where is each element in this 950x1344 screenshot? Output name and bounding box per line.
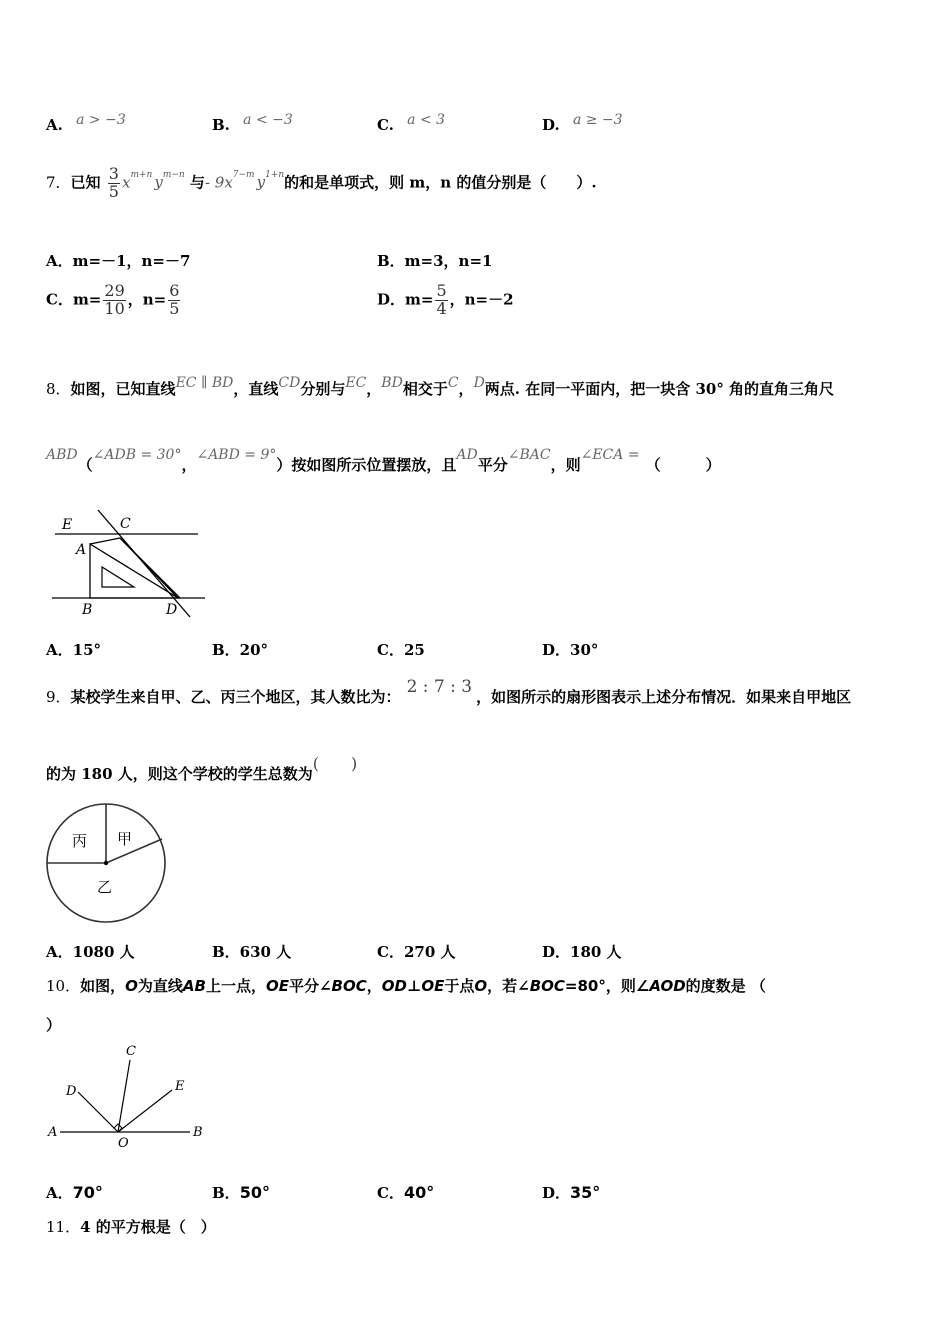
- q8-label-d: D: [166, 602, 178, 618]
- q6-option-d[interactable]: D. a ≥ −3: [542, 112, 623, 134]
- q10-label-a: A: [48, 1125, 58, 1140]
- q8-stem-line2: ABD（∠ADB = 30°，∠ABD = 9°）按如图所示位置摆放，且AD平分∠BAC，则∠ECA =（ ）: [46, 447, 721, 474]
- q10-option-a[interactable]: A．70°: [46, 1183, 103, 1202]
- q9-option-a[interactable]: A．1080 人: [46, 943, 135, 961]
- q8-figure: [40, 505, 215, 620]
- q6-option-d-value: a ≥ −3: [572, 112, 623, 128]
- q9-option-d[interactable]: D．180 人: [542, 943, 622, 961]
- q8-option-a[interactable]: A．15°: [46, 641, 102, 659]
- q9-option-b[interactable]: B．630 人: [212, 943, 292, 961]
- q10-option-c[interactable]: C．40°: [377, 1183, 435, 1202]
- q8-label-e: E: [62, 517, 73, 533]
- q8-option-d[interactable]: D．30°: [542, 641, 599, 659]
- q7-fraction: $\frac{3}{5}$: [108, 164, 119, 201]
- q10-label-c: C: [126, 1044, 136, 1059]
- q10-label-o: O: [118, 1136, 129, 1151]
- q9-label-yi: 乙: [97, 878, 113, 896]
- q7-stem: 7．已知 $\frac{3}{5}$ $x^{m+n}$ $y^{m-n}$ 与- $9x^{7-m}$ $y^{1+n}$的和是单项式，则 m，n 的值分别是（ ）.: [46, 164, 597, 201]
- q6-option-a[interactable]: A. a > −3: [46, 112, 126, 134]
- q9-pie-chart: [44, 802, 170, 926]
- q8-label-a: A: [76, 542, 87, 558]
- q10-stem-line2: ）: [46, 1016, 62, 1034]
- q9-ratio: 2 : 7 : 3: [406, 677, 473, 697]
- q6-option-b-value: a < −3: [243, 112, 293, 128]
- q10-label-d: D: [66, 1084, 77, 1099]
- q7-option-a[interactable]: A．m=－1，n=－7: [46, 252, 191, 270]
- q9-stem-line1: 9．某校学生来自甲、乙、丙三个地区，其人数比为： 2 : 7 : 3 ，如图所示的扇形图表示上述分布情况．如果来自甲地区: [46, 677, 852, 706]
- q8-option-b[interactable]: B．20°: [212, 641, 269, 659]
- q8-option-c[interactable]: C．25: [377, 641, 425, 659]
- q6-option-c-value: a < 3: [407, 112, 446, 128]
- q9-label-bing: 丙: [72, 832, 88, 850]
- q9-label-jia: 甲: [117, 830, 133, 848]
- q9-option-c[interactable]: C．270 人: [377, 943, 456, 961]
- q6-option-c[interactable]: C. a < 3: [377, 112, 446, 134]
- q8-stem-line1: 8．如图，已知直线EC ∥ BD，直线CD分别与EC，BD相交于C，D两点. 在同一平面内，把一块含 30° 角的直角三角尺: [46, 375, 835, 398]
- q8-label-b: B: [82, 602, 93, 618]
- q10-label-b: B: [193, 1125, 203, 1140]
- q8-label-c: C: [120, 516, 131, 532]
- q10-option-d[interactable]: D．35°: [542, 1183, 601, 1202]
- q7-option-d[interactable]: D．m= $\frac{5}{4}$ ，n=－2: [377, 281, 514, 318]
- q6-option-b[interactable]: B. a < −3: [212, 112, 293, 134]
- q10-figure: [40, 1040, 210, 1152]
- q7-option-b[interactable]: B．m=3，n=1: [377, 252, 493, 270]
- q10-label-e: E: [175, 1079, 185, 1094]
- q6-option-a-value: a > −3: [76, 112, 126, 128]
- q9-stem-line2: 的为 180 人，则这个学校的学生总数为( ): [46, 754, 358, 783]
- q11-stem: 11．4 的平方根是（ ）: [46, 1218, 216, 1236]
- q10-stem: 10．如图，O为直线AB上一点，OE平分∠BOC，OD⊥OE于点O，若∠BOC=80°，则∠AOD的度数是 （: [46, 977, 766, 995]
- q7-option-c[interactable]: C．m= $\frac{29}{10}$ ，n= $\frac{6}{5}$: [46, 281, 180, 318]
- q10-option-b[interactable]: B．50°: [212, 1183, 270, 1202]
